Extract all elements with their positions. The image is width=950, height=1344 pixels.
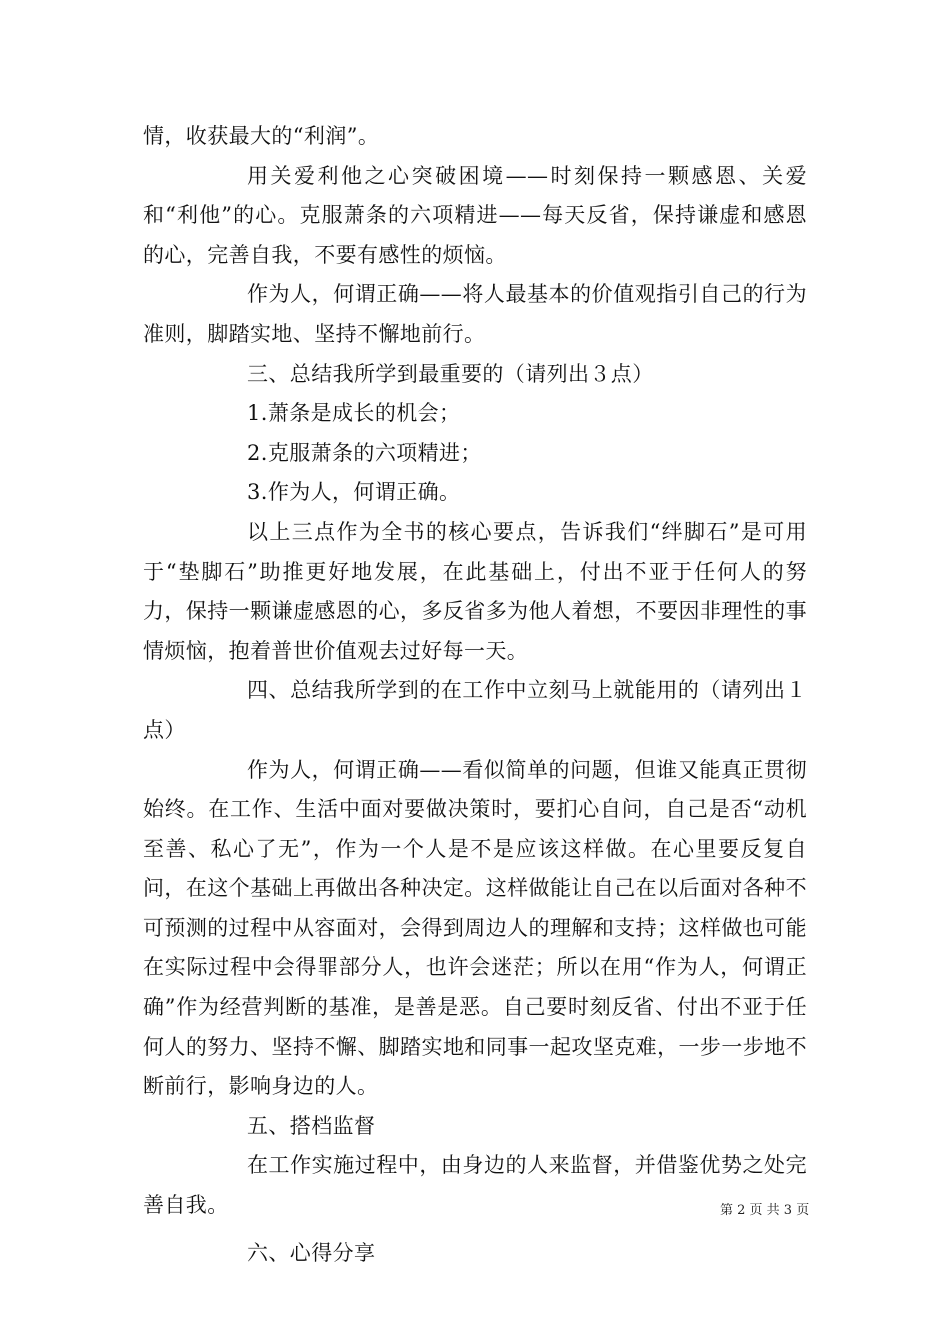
list-item: 1.萧条是成长的机会； (247, 401, 461, 426)
paragraph: 作为人，何谓正确——看似简单的问题，但谁又能真正贯彻始终。在工作、生活中面对要做决策时，要扪心自问，自己是否“动机至善、私心了无”，作为一个人是不是应该这样做。在心里要反复自问，在这个基础上再做出各种决定。这样做能让自己在以后面对各种不可预测的过程中从容面对，会得到周边人的理解和支持；这样做也可能在实际过程中会得罪部分人，也许会迷茫；所以在用“作为人，何谓正确”作为经营判断的基准，是善是恶。自己要时刻反省、付出不亚于任何人的努力、坚持不懈、脚踏实地和同事一起攻坚克难，一步一步地不断前行，影响身边的人。 (143, 757, 807, 1099)
section-heading: 四、总结我所学到的在工作中立刻马上就能用的（请列出１点） (143, 678, 807, 742)
section-heading: 六、心得分享 (247, 1240, 376, 1265)
document-body (143, 117, 807, 1273)
list-item: 2.克服萧条的六项精进； (247, 440, 482, 465)
paragraph: 作为人，何谓正确——将人最基本的价值观指引自己的行为准则，脚踏实地、坚持不懈地前行。 (143, 282, 807, 346)
list-item: 3.作为人，何谓正确。 (247, 480, 461, 505)
section-heading: 三、总结我所学到最重要的（请列出３点） (247, 361, 654, 386)
page-number-footer: 第 2 页 共 3 页 (720, 1203, 810, 1218)
paragraph-continued: 情，收获最大的“利润”。 (143, 124, 380, 148)
section-heading: 五、搭档监督 (247, 1113, 376, 1138)
paragraph: 以上三点作为全书的核心要点，告诉我们“绊脚石”是可用于“垫脚石”助推更好地发展，在此基础上，付出不亚于任何人的努力，保持一颗谦虚感恩的心，多反省多为他人着想，不要因非理性的事情烦恼，抱着普世价值观去过好每一天。 (143, 519, 807, 663)
paragraph: 用关爱利他之心突破困境——时刻保持一颗感恩、关爱和“利他”的心。克服萧条的六项精进——每天反省，保持谦虚和感恩的心，完善自我，不要有感性的烦恼。 (143, 163, 807, 267)
paragraph: 在工作实施过程中，由身边的人来监督，并借鉴优势之处完善自我。 (143, 1153, 807, 1218)
